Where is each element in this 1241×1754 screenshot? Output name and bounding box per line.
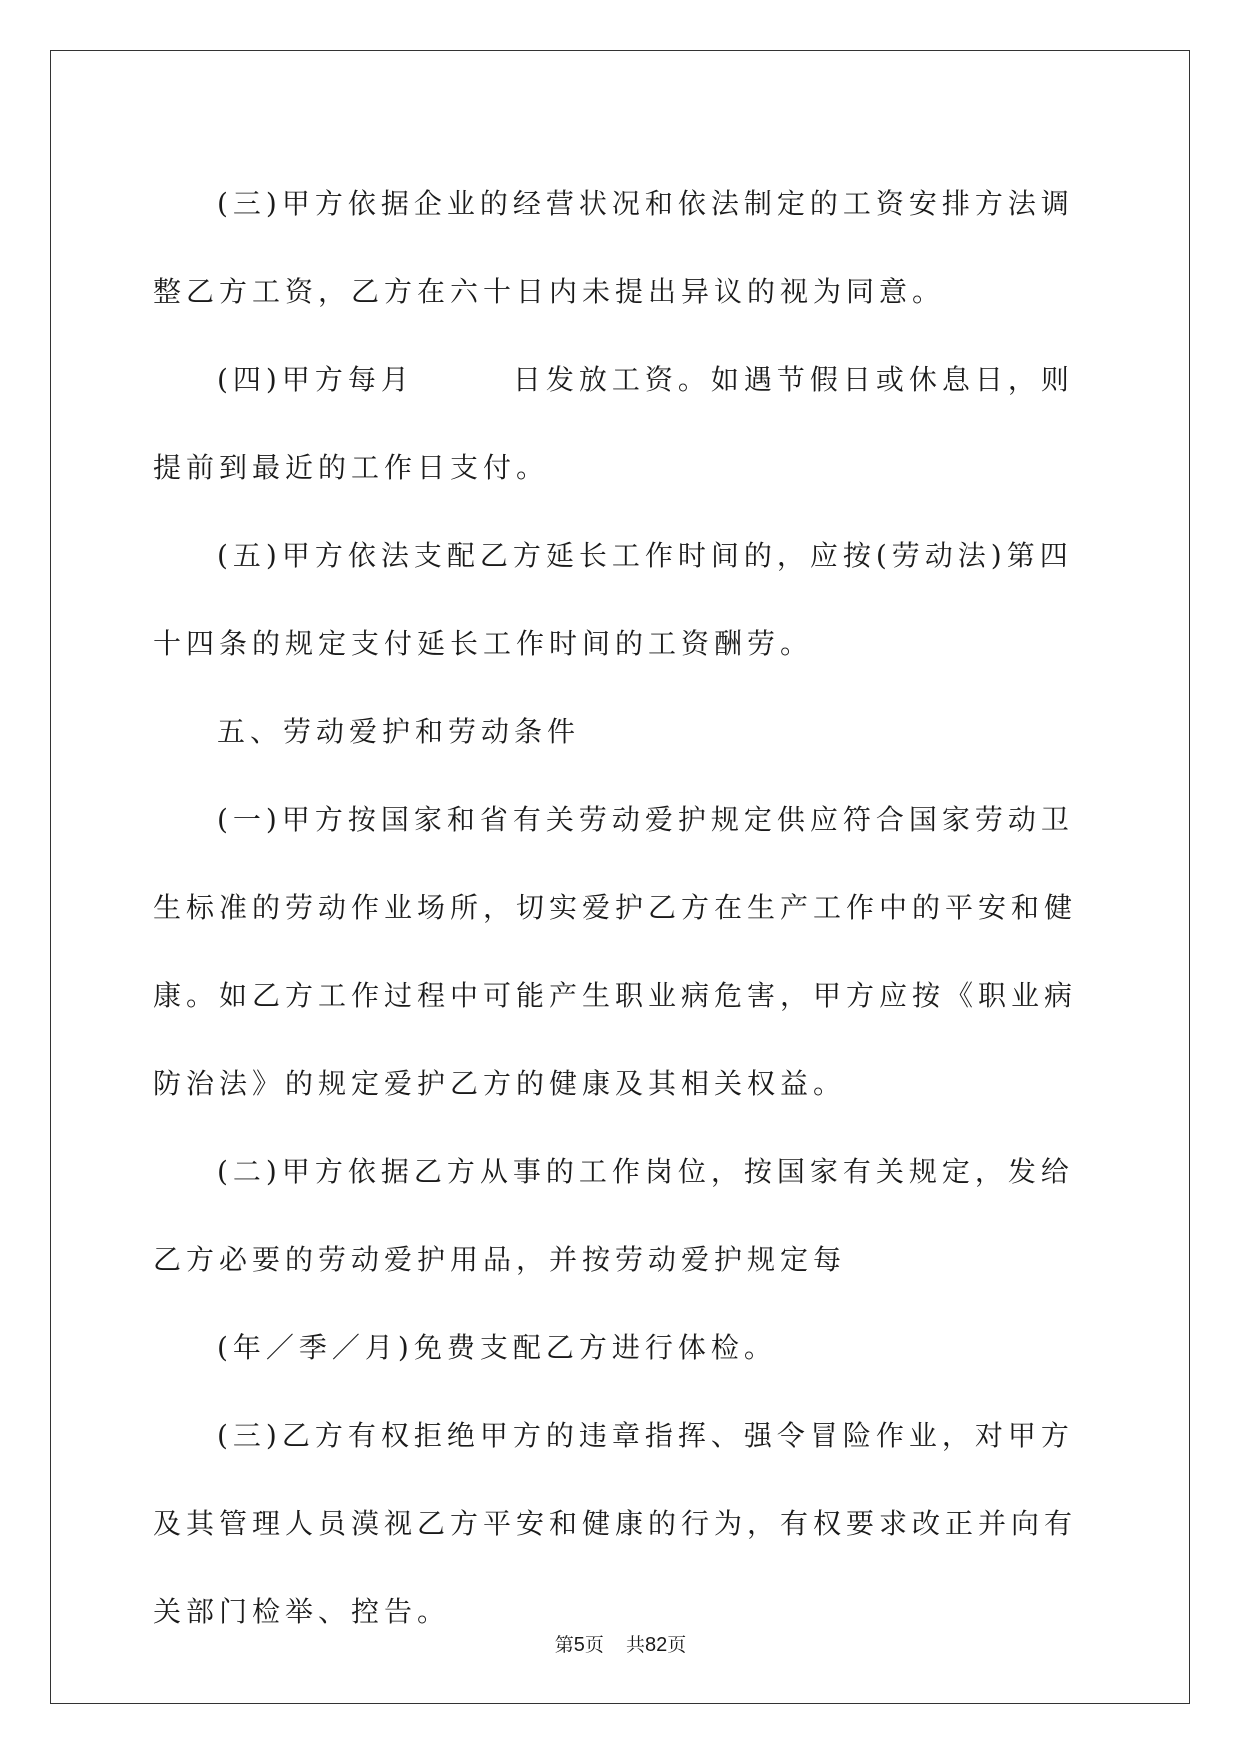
paragraph-protective-equipment: (二)甲方依据乙方从事的工作岗位，按国家有关规定，发给乙方必要的劳动爱护用品，并按劳动爱护规定每 [153, 1155, 1074, 1276]
paragraph-payday: (四)甲方每月 日发放工资。如遇节假日或休息日，则提前到最近的工作日支付。 [153, 363, 1074, 484]
paragraph-right-to-refuse: (三)乙方有权拒绝甲方的违章指挥、强令冒险作业，对甲方及其管理人员漠视乙方平安和健康的行为，有权要求改正并向有关部门检举、控告。 [153, 1419, 1078, 1628]
page-suffix: 页 [584, 1634, 604, 1656]
total-prefix: 共 [625, 1634, 645, 1656]
page-footer [0, 1630, 1241, 1657]
paragraph-workplace-safety: (一)甲方按国家和省有关劳动爱护规定供应符合国家劳动卫生标准的劳动作业场所，切实爱护乙方在生产工作中的平安和健康。如乙方工作过程中可能产生职业病危害，甲方应按《职业病防治法》的规定爱护乙方的健康及其相关权益。 [153, 803, 1078, 1100]
page-prefix: 第 [554, 1634, 574, 1656]
document-body [153, 160, 1093, 1656]
total-suffix: 页 [667, 1634, 687, 1656]
section-heading-labor-protection: 五、劳动爱护和劳动条件 [217, 715, 581, 748]
paragraph-salary-adjustment: (三)甲方依据企业的经营状况和依法制定的工资安排方法调整乙方工资，乙方在六十日内未提出异议的视为同意。 [153, 187, 1074, 308]
page-number: 5 [573, 1634, 585, 1656]
paragraph-health-checkup: (年／季／月)免费支配乙方进行体检。 [217, 1331, 777, 1364]
total-pages: 82 [644, 1634, 668, 1656]
paragraph-overtime-pay: (五)甲方依法支配乙方延长工作时间的，应按(劳动法)第四十四条的规定支付延长工作时间的工资酬劳。 [153, 539, 1073, 660]
